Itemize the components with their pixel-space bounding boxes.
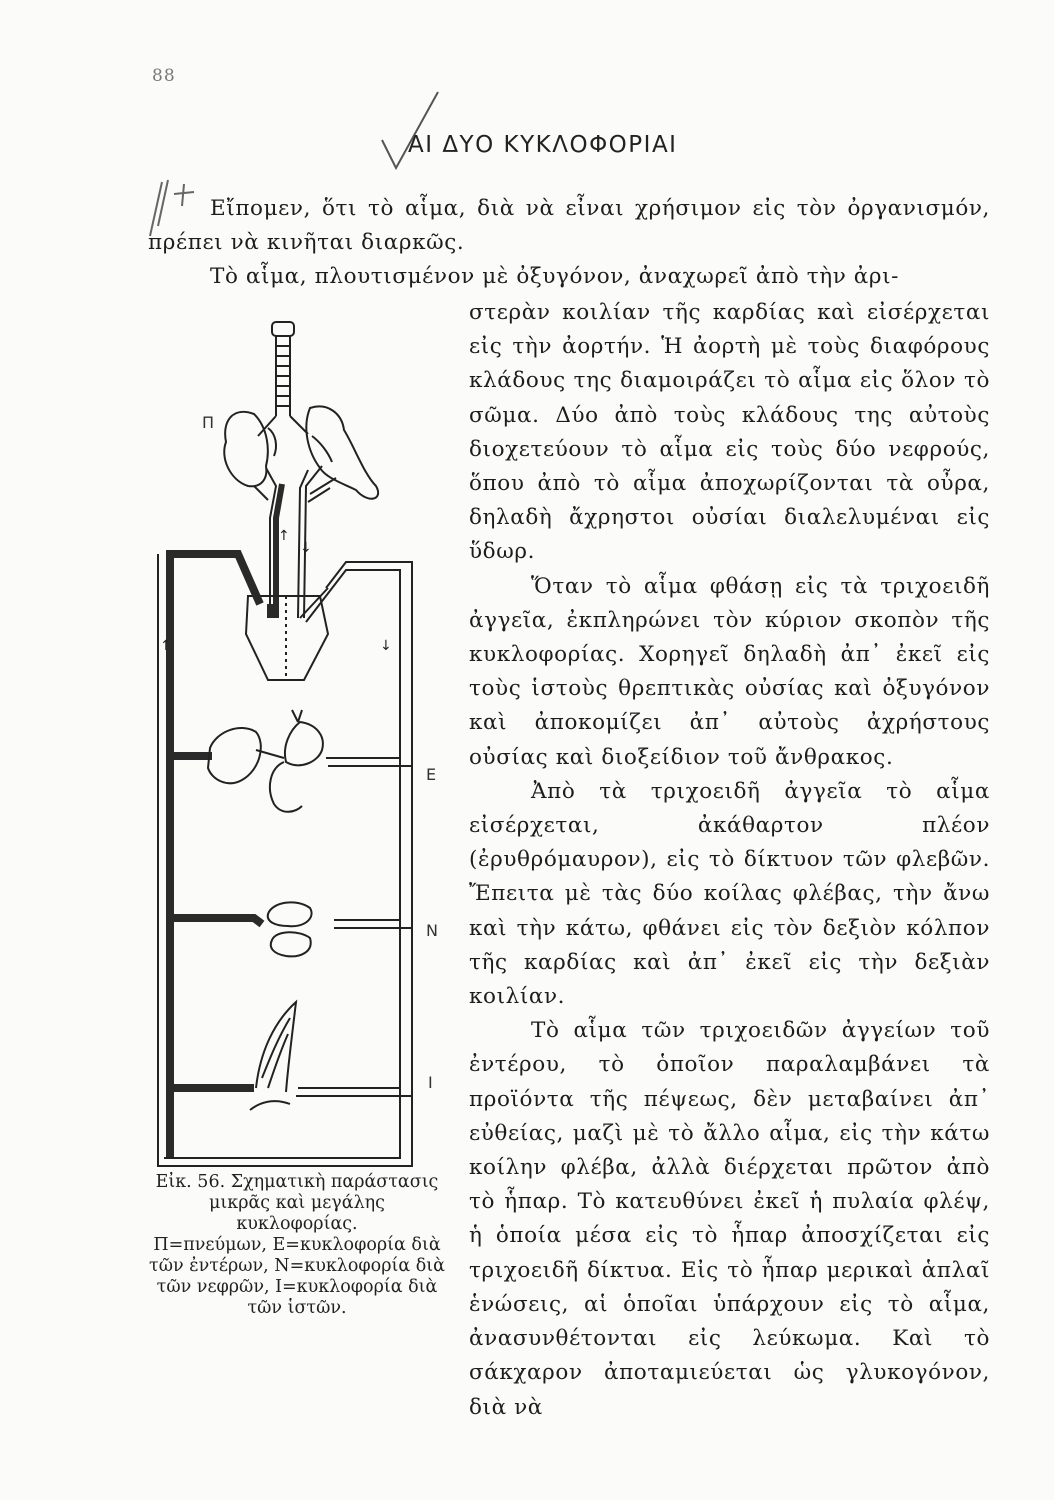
caption-legend: Π=πνεύμων, Ε=κυκλοφορία διὰ τῶν ἐντέρων, Ν=κυκλοφορία διὰ τῶν νεφρῶν, Ι=κυκλοφορία διὰ τῶν ἱστῶν. [149,1235,445,1318]
wrapped-text-column [469,296,990,1425]
paragraph-5: Τὸ αἷμα τῶν τριχοειδῶν ἀγγείων τοῦ ἐντέρου, τὸ ὁποῖον παραλαμβάνει τὰ προϊόντα τῆς πέψεως, δὲν μεταβαίνει ἀπ᾿ εὐθείας, μαζὶ μὲ τὸ ἄλλο αἷμα, εἰς τὴν κάτω κοίλην φλέβα, ἀλλὰ διέρχεται πρῶτον ἀπὸ τὸ ἧπαρ. Τὸ κατευθύνει ἐκεῖ ἡ πυλαία φλέψ, ἡ ὁποία μέσα εἰς τὸ ἧπαρ ἀποσχίζεται εἰς τριχοειδῆ δίκτυα. Εἰς τὸ ἧπαρ μερικαὶ ἁπλαῖ ἑνώσεις, αἱ ὁποῖαι ὑπάρχουν εἰς τὸ αἷμα, ἀνασυνθέτονται εἰς λεύκωμα. Καὶ τὸ σάκχαρον ἀποταμιεύεται ὡς γλυκογόνον, διὰ νὰ [469,1018,990,1420]
paragraph-2-start: Τὸ αἷμα, πλουτισμένον μὲ ὀξυγόνον, ἀναχωρεῖ ἀπὸ τὴν ἀρι- [210,264,900,290]
trachea [258,322,308,436]
label-tissues: Ι [428,1073,433,1092]
intro-text [148,192,990,295]
arrow-down-left: ↓ [300,540,312,556]
figure-caption [148,1172,446,1319]
circulation-diagram [150,318,450,1176]
caption-title: Εἰκ. 56. Σχηματικὴ παράστασις μικρᾶς καὶ μεγάλης κυκλοφορίας. [155,1172,439,1234]
venous-trunk [170,554,270,1158]
arrow-down-trunk: ↓ [380,638,392,654]
kidneys [268,902,312,956]
arrow-up-left: ↑ [278,528,290,544]
tissues [250,1002,296,1110]
label-lungs: Π [202,413,215,432]
paragraph-2-continued: στερὰν κοιλίαν τῆς καρδίας καὶ εἰσέρχεται εἰς τὴν ἀορτήν. Ἡ ἀορτὴ μὲ τοὺς διαφόρους κλάδους της διαμοιράζει τὸ αἷμα εἰς ὅλον τὸ σῶμα. Δύο ἀπὸ τοὺς κλάδους της αὐτοὺς διοχετεύουν τὸ αἷμα εἰς τοὺς δύο νεφρούς, ὅπου ἀπὸ τὸ αἷμα ἀποχωρίζονται τὰ οὖρα, δηλαδὴ ἄχρηστοι οὐσίαι διαλελυμέναι εἰς ὕδωρ. [469,300,990,565]
paragraph-4: Ἀπὸ τὰ τριχοειδῆ ἀγγεῖα τὸ αἷμα εἰσέρχεται, ἀκάθαρτον πλέον (ἐρυθρόμαυρον), εἰς τὸ δίκτυον τῶν φλεβῶν. Ἔπειτα μὲ τὰς δύο κοίλας φλέβας, τὴν ἄνω καὶ τὴν κάτω, φθάνει εἰς τὸν δεξιὸν κόλπον τῆς καρδίας καὶ ἀπ᾿ ἐκεῖ εἰς τὴν δεξιὰν κοιλίαν. [469,778,990,1010]
liver-intestine [208,710,323,812]
paragraph-3: Ὅταν τὸ αἷμα φθάσῃ εἰς τὰ τριχοειδῆ ἀγγεῖα, ἐκπληρώνει τὸν κύριον σκοπὸν τῆς κυκλοφορίας. Χορηγεῖ δηλαδὴ ἀπ᾿ ἐκεῖ εἰς τοὺς ἱστοὺς θρεπτικὰς οὐσίας καὶ ὀξυγόνον καὶ ἀποκομίζει ἀπ᾿ αὐτοὺς ἀχρήστους οὐσίας καὶ διοξείδιον τοῦ ἄνθρακος. [469,573,990,770]
page-title: ΑΙ ΔΥΟ ΚΥΚΛΟΦΟΡΙΑΙ [408,132,678,158]
paragraph-1: Εἴπομεν, ὅτι τὸ αἷμα, διὰ νὰ εἶναι χρήσιμον εἰς τὸν ὀργανισμόν, πρέπει νὰ κινῆται διαρκῶς. [148,196,990,256]
page-number: 88 [152,66,176,86]
label-kidneys: Ν [426,921,438,940]
arrow-up-trunk: ↑ [160,638,172,654]
label-intestines: Ε [426,765,437,784]
